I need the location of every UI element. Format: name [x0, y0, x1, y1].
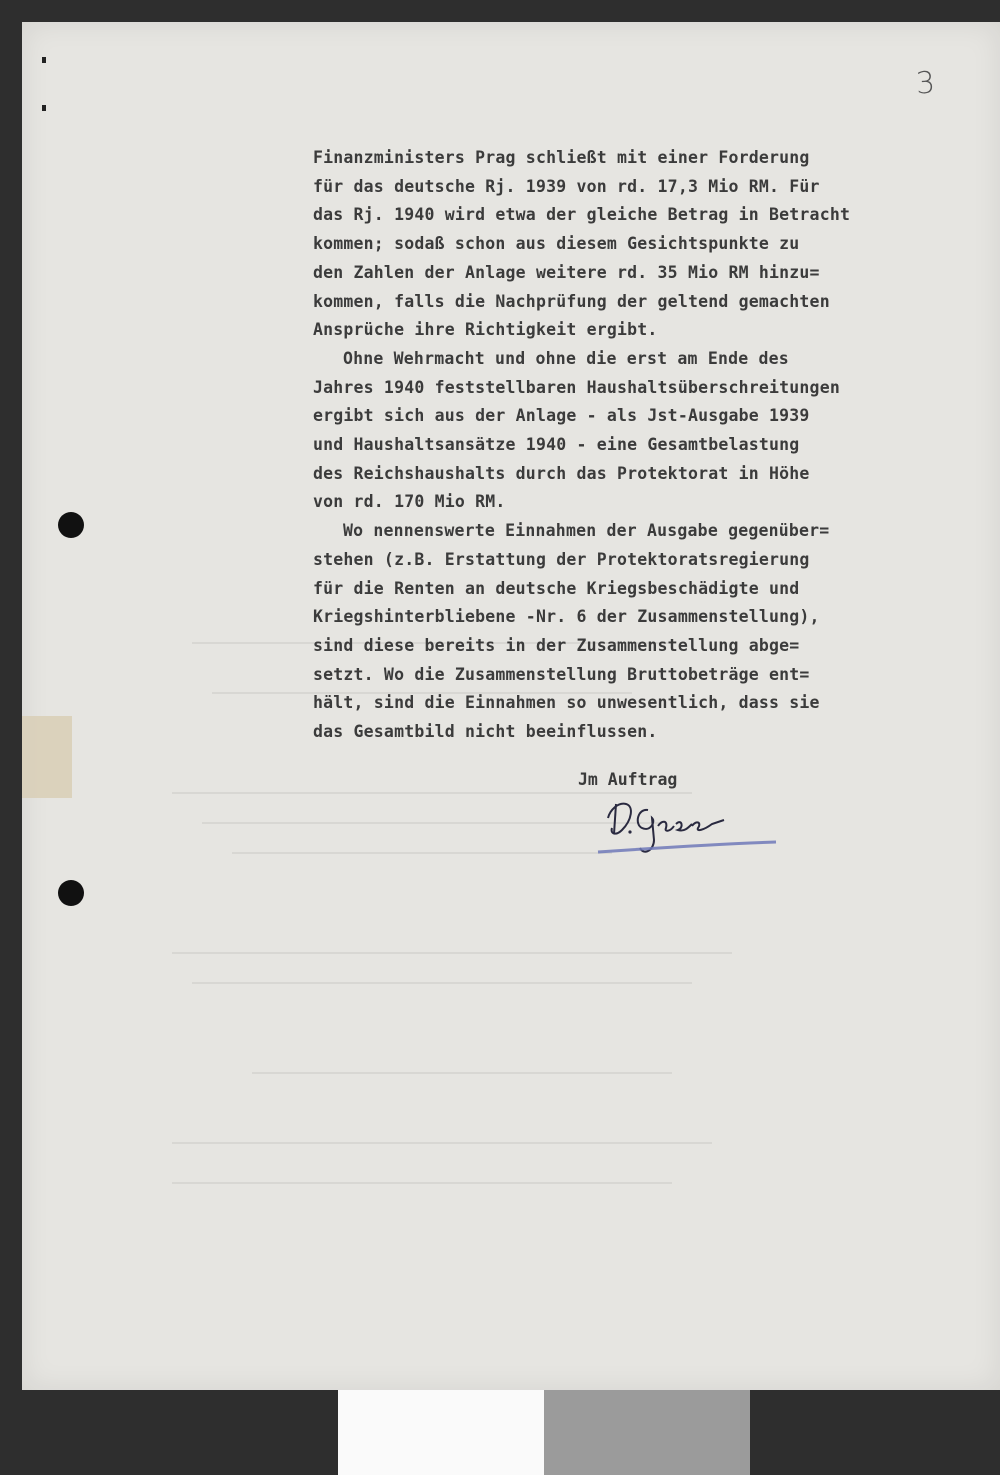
text-line: das Gesamtbild nicht beeinflussen. [313, 722, 658, 742]
page-number: 3 [914, 65, 937, 102]
text-line: Kriegshinterbliebene -Nr. 6 der Zusammenstellung), [313, 607, 820, 627]
text-line: das Rj. 1940 wird etwa der gleiche Betrag in Betracht [313, 205, 851, 225]
text-line: Ohne Wehrmacht und ohne die erst am Ende des [343, 348, 789, 368]
handwritten-signature [596, 790, 796, 865]
text-line: Finanzministers Prag schließt mit einer Forderung [313, 148, 810, 167]
text-line: und Haushaltsansätze 1940 - eine Gesamtbelastung [313, 435, 800, 455]
tape-strip [22, 716, 72, 798]
text-line: hält, sind die Einnahmen so unwesentlich, dass sie [313, 693, 820, 713]
text-line: Jahres 1940 feststellbaren Haushaltsüberschreitungen [313, 377, 840, 397]
punch-hole [58, 512, 84, 538]
text-line: stehen (z.B. Erstattung der Protektoratsregierung [313, 549, 810, 569]
punch-hole [58, 880, 84, 906]
edge-mark [42, 105, 46, 111]
text-line: den Zahlen der Anlage weitere rd. 35 Mio RM hinzu= [313, 262, 820, 282]
text-line: kommen; sodaß schon aus diesem Gesichtspunkte zu [313, 234, 800, 254]
text-line: ergibt sich aus der Anlage - als Jst-Ausgabe 1939 [313, 406, 810, 426]
text-line: für das deutsche Rj. 1939 von rd. 17,3 Mio RM. Für [313, 176, 820, 196]
white-swatch [338, 1390, 544, 1475]
gray-swatch [544, 1390, 750, 1475]
text-line: Ansprüche ihre Richtigkeit ergibt. [313, 320, 658, 340]
text-line: für die Renten an deutsche Kriegsbeschädigte und [313, 578, 800, 598]
letter-body [313, 144, 953, 747]
text-line: setzt. Wo die Zusammenstellung Bruttobeträge ent= [313, 664, 810, 684]
text-line: sind diese bereits in der Zusammenstellung abge= [313, 635, 800, 655]
on-behalf-label: Jm Auftrag [578, 770, 678, 789]
signature-block [578, 770, 798, 789]
text-line: des Reichshaushalts durch das Protektorat in Höhe [313, 463, 810, 483]
text-line: kommen, falls die Nachprüfung der geltend gemachten [313, 291, 830, 311]
text-line: von rd. 170 Mio RM. [313, 492, 506, 512]
color-calibration-strip [338, 1390, 750, 1475]
text-line: Wo nennenswerte Einnahmen der Ausgabe gegenüber= [343, 521, 830, 541]
edge-mark [42, 57, 46, 63]
